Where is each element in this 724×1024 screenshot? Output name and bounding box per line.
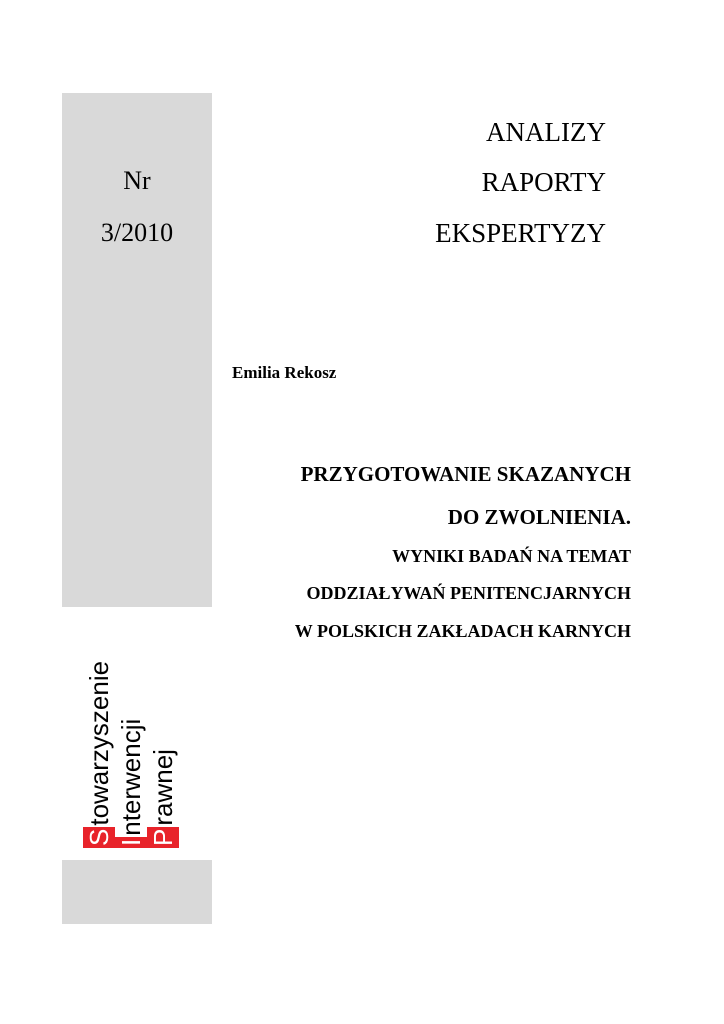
author-name: Emilia Rekosz [232, 363, 337, 382]
subtitle-line-1: WYNIKI BADAŃ NA TEMAT [392, 546, 631, 566]
logo-line-stowarzyszenie [83, 624, 115, 848]
logo-line-interwencji [115, 624, 147, 848]
logo-word: towarzyszenie [84, 660, 114, 826]
subtitle-line-3: W POLSKICH ZAKŁADACH KARNYCH [294, 621, 631, 641]
logo-word: rawnej [148, 749, 178, 826]
logo-initial: P [148, 828, 178, 846]
organisation-logo [83, 624, 183, 848]
title-line-1: PRZYGOTOWANIE SKAZANYCH [300, 462, 631, 486]
series-raporty: RAPORTY [481, 167, 606, 197]
subtitle-line-2: ODDZIAŁYWAŃ PENITENCJARNYCH [306, 583, 631, 603]
logo-initial: S [84, 828, 114, 846]
logo-line-prawnej [147, 624, 179, 848]
logo-word: nterwencji [116, 718, 146, 836]
issue-number: 3/2010 [100, 218, 174, 247]
series-analizy: ANALIZY [486, 117, 606, 147]
series-ekspertyzy: EKSPERTYZY [435, 218, 606, 248]
logo-initial: I [116, 838, 146, 846]
title-line-2: DO ZWOLNIENIA. [447, 505, 631, 529]
issue-label: Nr [123, 166, 151, 195]
gray-footer-band [62, 860, 212, 924]
